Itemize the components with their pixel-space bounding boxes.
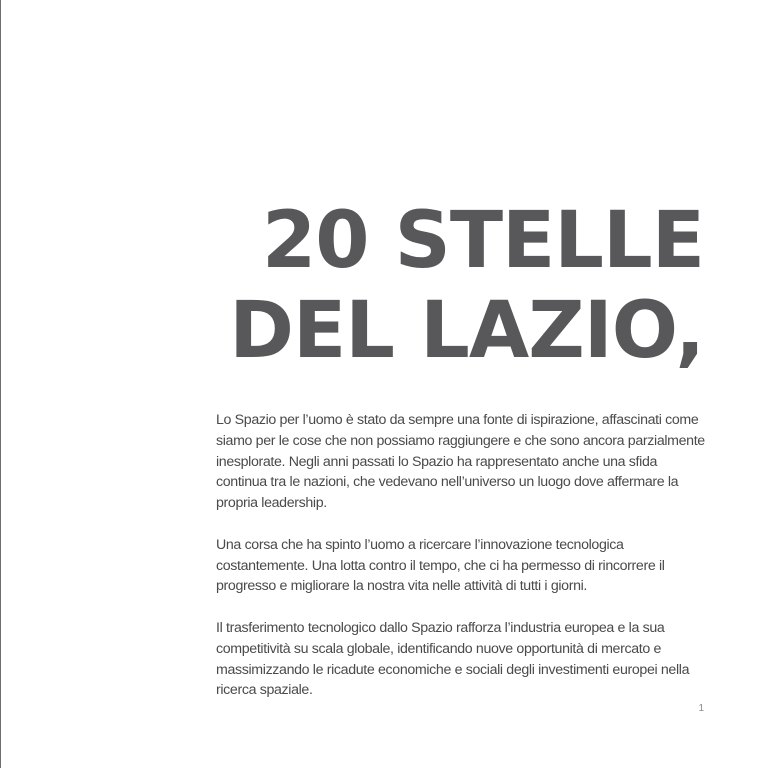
page-number: 1 bbox=[698, 703, 704, 714]
intro-text bbox=[216, 410, 708, 701]
paragraph-2: Una corsa che ha spinto l’uomo a ricercare l’innovazione tecnologica costantemente. Una lotta contro il tempo, che ci ha permesso di rincorrere il progresso e migliorare la nostra vita nelle attività di tutti i giorni. bbox=[216, 536, 665, 595]
paragraph-1: Lo Spazio per l’uomo è stato da sempre una fonte di ispirazione, affascinati come siamo per le cose che non possiamo raggiungere e che sono ancora parzialmente inesplorate. Negli anni passati lo Spazio ha rappresentato anche una sfida continua tra le nazioni, che vedevano nell’universo un luogo dove affermare la propria leadership. bbox=[216, 412, 705, 512]
page-left-edge-line bbox=[0, 0, 1, 768]
title-line-2: DEL LAZIO, bbox=[229, 286, 704, 376]
title-line-1: 20 STELLE bbox=[261, 196, 704, 286]
paragraph-3: Il trasferimento tecnologico dallo Spazio rafforza l’industria europea e la sua competitività su scala globale, identificando nuove opportunità di mercato e massimizzando le ricadute economiche e sociali degli investimenti europei nella ricerca spaziale. bbox=[216, 619, 690, 699]
page-title bbox=[229, 196, 704, 376]
